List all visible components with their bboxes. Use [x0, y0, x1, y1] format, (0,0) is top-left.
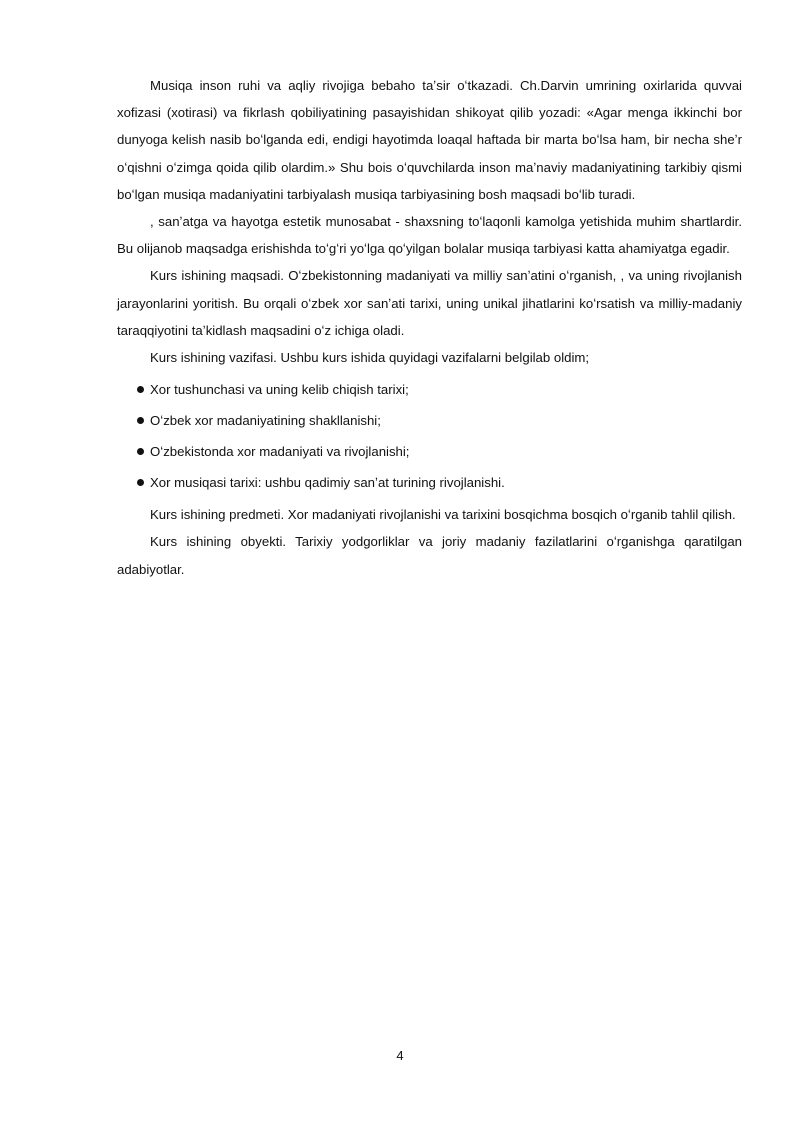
list-item-text: Xor tushunchasi va uning kelib chiqish tarixi; — [150, 382, 409, 398]
bullet-dot-icon — [137, 386, 144, 393]
document-body — [117, 72, 742, 583]
page-number: 4 — [396, 1048, 404, 1063]
bullet-dot-icon — [137, 479, 144, 486]
paragraph-music-influence: Musiqa inson ruhi va aqliy rivojiga bebaho taʼsir oʻtkazadi. Ch.Darvin umrining oxirlarida quvvai xofizasi (xotirasi) va fikrlash qobiliyatining pasayishidan shikoyat qilib yozadi: «Agar menga ikkinchi bor dunyoga kelish nasib boʻlganda edi, endigi hayotimda loaqal haftada bir marta boʻlsa ham, bir necha sheʼr oʻqishni oʻzimga qoida qilib olardim.» Shu bois oʻquvchilarda inson maʼnaviy madaniyatining tarkibiy qismi boʻlgan musiqa madaniyatini tarbiyalash musiqa tarbiyasining bosh maqsadi boʻlib turadi. — [117, 78, 742, 202]
list-item — [117, 436, 742, 467]
paragraph-course-object: Kurs ishining obyekti. Tarixiy yodgorliklar va joriy madaniy fazilatlarini oʻrganishga qaratilgan adabiyotlar. — [117, 534, 742, 577]
paragraph-course-goal: Kurs ishining maqsadi. Oʻzbekistonning madaniyati va milliy sanʼatini oʻrganish, , va uning rivojlanish jarayonlarini yoritish. Bu orqali oʻzbek xor sanʼati tarixi, uning unikal jihatlarini koʻrsatish va milliy-madaniy taraqqiyotini taʼkidlash maqsadini oʻz ichiga oladi. — [117, 268, 742, 338]
list-item — [117, 467, 742, 498]
list-item-text: Oʻzbekistonda xor madaniyati va rivojlanishi; — [150, 444, 410, 460]
list-item-text: Oʻzbek xor madaniyatining shakllanishi; — [150, 413, 381, 429]
bullet-dot-icon — [137, 417, 144, 424]
paragraph-course-tasks: Kurs ishining vazifasi. Ushbu kurs ishida quyidagi vazifalarni belgilab oldim; — [150, 350, 590, 366]
list-item — [117, 405, 742, 436]
tasks-list — [117, 374, 742, 498]
bullet-dot-icon — [137, 448, 144, 455]
paragraph-course-subject: Kurs ishining predmeti. Xor madaniyati rivojlanishi va tarixini bosqichma bosqich oʻrganib tahlil qilish. — [150, 507, 736, 523]
list-item — [117, 374, 742, 405]
list-item-text: Xor musiqasi tarixi: ushbu qadimiy sanʼat turining rivojlanishi. — [150, 475, 505, 491]
paragraph-aesthetic-attitude: , sanʼatga va hayotga estetik munosabat - shaxsning toʻlaqonli kamolga yetishida muhim shartlardir. Bu olijanob maqsadga erishishda toʻgʻri yoʻlga qoʻyilgan bolalar musiqa tarbiyasi katta ahamiyatga egadir. — [117, 214, 742, 257]
